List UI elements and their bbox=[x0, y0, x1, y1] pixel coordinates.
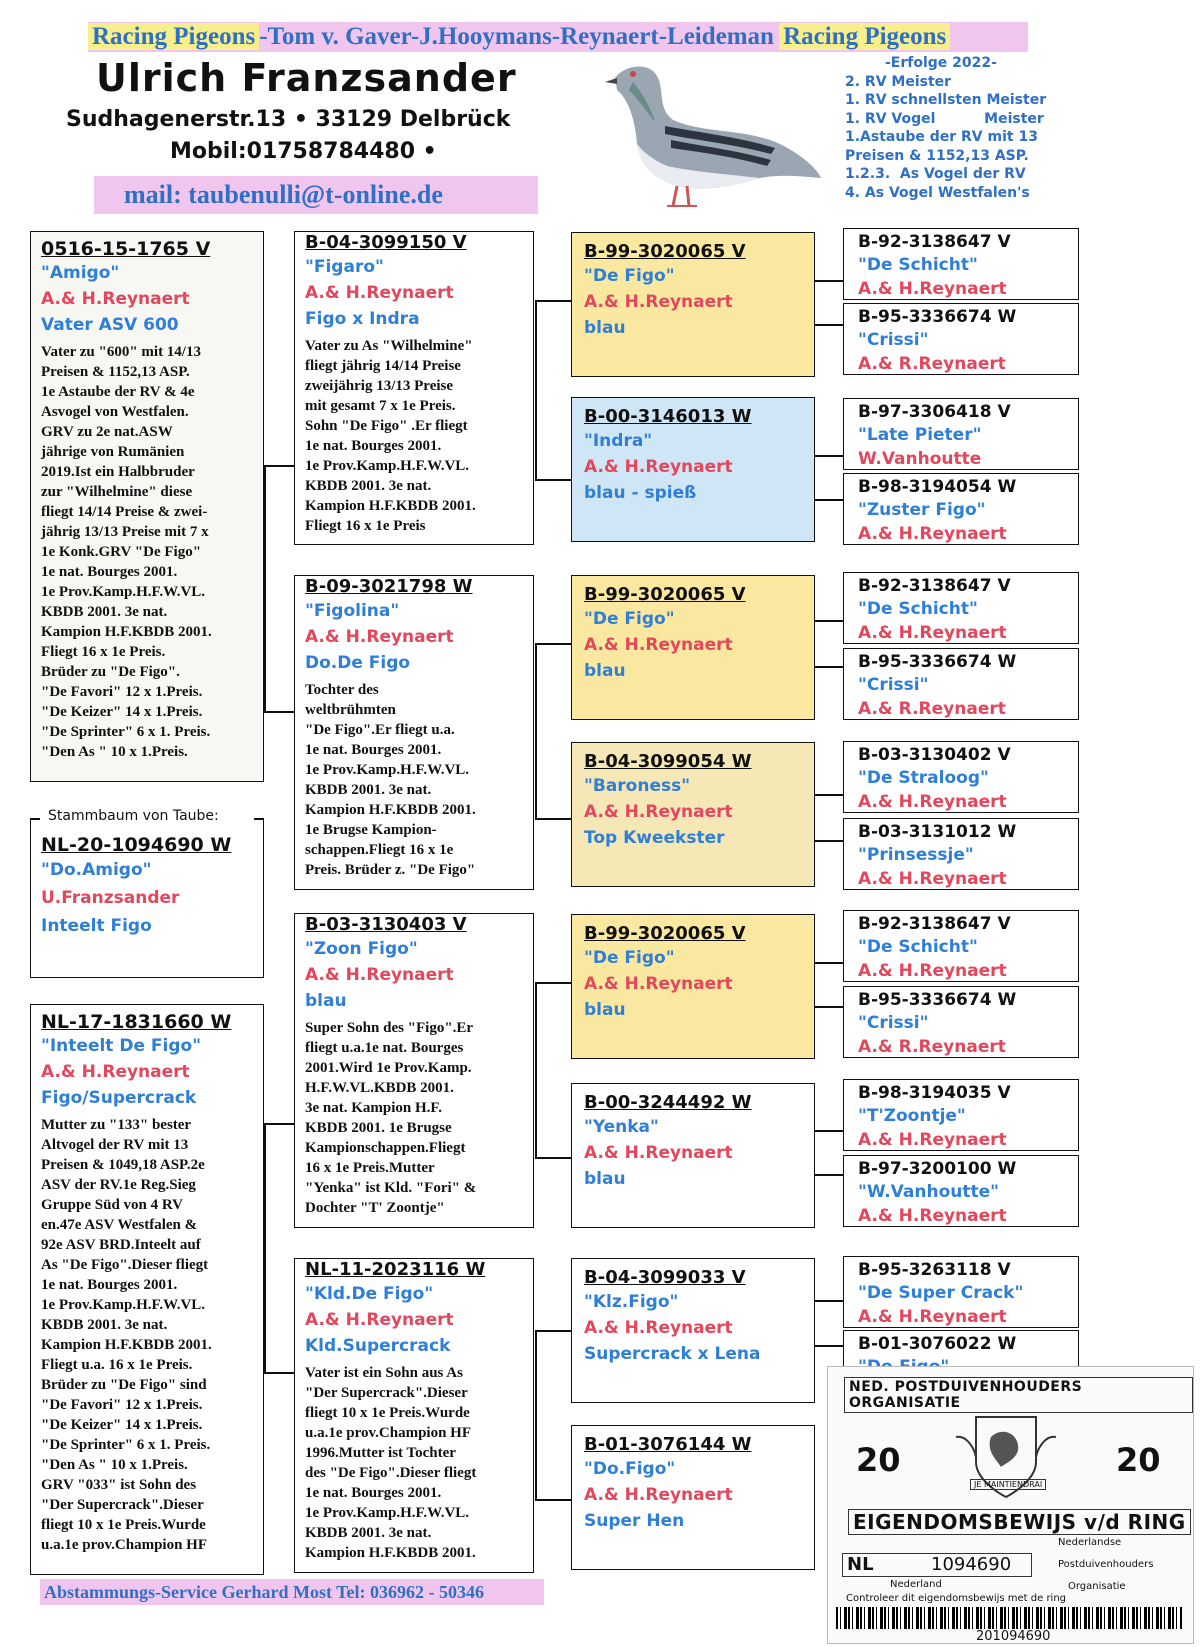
subject-breeder: U.Franzsander bbox=[41, 888, 180, 908]
banner-left: Racing Pigeons bbox=[88, 23, 259, 50]
subject-name: "Do.Amigo" bbox=[41, 860, 152, 880]
mother-desc: Figo/Supercrack bbox=[41, 1088, 197, 1108]
gggp-box bbox=[843, 818, 1079, 890]
gggp-box bbox=[843, 1155, 1079, 1227]
connector bbox=[535, 300, 571, 302]
gggp-breeder: A.& H.Reynaert bbox=[858, 1130, 1007, 1150]
gggp-name: "De Schicht" bbox=[858, 599, 978, 619]
gp-desc: blau bbox=[305, 991, 347, 1011]
gggp-ring: B-92-3138647 V bbox=[858, 232, 1011, 252]
connector bbox=[815, 962, 843, 964]
connector bbox=[815, 280, 843, 282]
gggp-name: "T'Zoontje" bbox=[858, 1106, 966, 1126]
connector bbox=[815, 1345, 843, 1347]
ggp-breeder: A.& H.Reynaert bbox=[584, 1143, 733, 1163]
card-side2: Postduivenhouders bbox=[1058, 1559, 1154, 1570]
card-side1: Nederlandse bbox=[1058, 1537, 1122, 1548]
gggp-box bbox=[843, 303, 1079, 375]
gp-breeder: A.& H.Reynaert bbox=[305, 627, 454, 647]
connector bbox=[815, 499, 843, 501]
ggp-breeder: A.& H.Reynaert bbox=[584, 1318, 733, 1338]
ggp-breeder: A.& H.Reynaert bbox=[584, 974, 733, 994]
father-text: Vater zu "600" mit 14/13 Preisen & 1152,13 ASP. 1e Astaube der RV & 4e Asvogel von Westfalen. GRV zu 2e nat.ASW jährige von Rumänien 2019.Ist ein Halbbruder zur "Wilhelmine" diese fliegt 14/14 Preise & zwei- jährig 13/13 Preise mit 7 x 1e Konk.GRV "De Figo" 1e nat. Bourges 2001. 1e Prov.Kamp.H.F.W.VL. KBDB 2001. 3e nat. Kampion H.F.KBDB 2001. Fliegt 16 x 1e Preis. Brüder zu "De Figo". "De Favori" 12 x 1.Preis. "De Keizer" 14 x 1.Preis. "De Sprinter" 6 x 1. Preis. "Den As " 10 x 1.Preis. bbox=[41, 344, 212, 760]
gggp-name: "Late Pieter" bbox=[858, 425, 982, 445]
ggp-desc: Supercrack x Lena bbox=[584, 1344, 761, 1364]
ggp-name: "Klz.Figo" bbox=[584, 1292, 679, 1312]
gggp-ring: B-95-3336674 W bbox=[858, 307, 1017, 327]
owner-mail: mail: taubenulli@t-online.de bbox=[94, 176, 538, 214]
gggp-breeder: A.& H.Reynaert bbox=[858, 792, 1007, 812]
grandparent-box bbox=[294, 231, 534, 545]
connector bbox=[815, 840, 843, 842]
erfolge-item: 1.Astaube der RV mit 13 bbox=[845, 129, 1038, 145]
gggp-name: "De Schicht" bbox=[858, 937, 978, 957]
gggp-breeder: A.& H.Reynaert bbox=[858, 524, 1007, 544]
ggp-desc: blau bbox=[584, 661, 626, 681]
ggp-box bbox=[571, 742, 815, 887]
connector bbox=[254, 818, 264, 820]
gp-name: "Figaro" bbox=[305, 257, 384, 277]
ownership-card bbox=[827, 1366, 1194, 1644]
gggp-box bbox=[843, 572, 1079, 644]
connector bbox=[535, 300, 537, 480]
footer-service: Abstammungs-Service Gerhard Most Tel: 036962 - 50346 bbox=[40, 1579, 544, 1605]
gp-breeder: A.& H.Reynaert bbox=[305, 965, 454, 985]
gp-ring: B-04-3099150 V bbox=[305, 232, 467, 253]
ggp-ring: B-00-3146013 W bbox=[584, 406, 752, 427]
erfolge-item: 2. RV Meister bbox=[845, 73, 952, 90]
ggp-desc: blau bbox=[584, 1169, 626, 1189]
mother-ring: NL-17-1831660 W bbox=[41, 1011, 232, 1033]
gggp-name: "W.Vanhoutte" bbox=[858, 1182, 1000, 1202]
connector bbox=[264, 1123, 266, 1373]
grandparent-box bbox=[294, 575, 534, 890]
card-motto: JE MAINTIENDRAI bbox=[970, 1479, 1046, 1490]
gp-ring: B-03-3130403 V bbox=[305, 914, 467, 935]
gp-text: Vater ist ein Sohn aus As "Der Supercrack".Dieser fliegt 10 x 1e Preis.Wurde u.a.1e prov.Champion HF 1996.Mutter ist Tochter des "De Figo".Dieser fliegt 1e nat. Bourges 2001. 1e Prov.Kamp.H.F.W.VL. KBDB 2001. 3e nat. Kampion H.F.KBDB 2001. bbox=[305, 1365, 477, 1561]
father-breeder: A.& H.Reynaert bbox=[41, 289, 190, 309]
connector bbox=[815, 455, 843, 457]
stammbaum-label: Stammbaum von Taube: bbox=[44, 808, 223, 824]
erfolge-item: 1.2.3. As Vogel der RV bbox=[845, 166, 1026, 182]
crest-icon bbox=[946, 1407, 1066, 1507]
subject-ring: NL-20-1094690 W bbox=[41, 834, 232, 856]
gggp-box bbox=[843, 228, 1079, 300]
ggp-desc: blau bbox=[584, 318, 626, 338]
gggp-box bbox=[843, 398, 1079, 470]
gggp-name: "De Schicht" bbox=[858, 255, 978, 275]
connector bbox=[815, 1300, 843, 1302]
mother-breeder: A.& H.Reynaert bbox=[41, 1062, 190, 1082]
gggp-name: "Zuster Figo" bbox=[858, 500, 986, 520]
card-year-right: 20 bbox=[1116, 1441, 1161, 1479]
connector bbox=[815, 1006, 843, 1008]
gp-text: Vater zu As "Wilhelmine" fliegt jährig 14/14 Preise zweijährig 13/13 Preise mit gesamt 7 x 1e Preis. Sohn "De Figo" .Er fliegt 1e nat. Bourges 2001. 1e Prov.Kamp.H.F.W.VL. KBDB 2001. 3e nat. Kampion H.F.KBDB 2001. Fliegt 16 x 1e Preis bbox=[305, 338, 476, 534]
father-box bbox=[30, 231, 264, 782]
ggp-box bbox=[571, 232, 815, 377]
gggp-name: "Crissi" bbox=[858, 1013, 929, 1033]
connector bbox=[815, 1130, 843, 1132]
gggp-box bbox=[843, 648, 1079, 720]
gp-breeder: A.& H.Reynaert bbox=[305, 1310, 454, 1330]
gggp-breeder: A.& H.Reynaert bbox=[858, 869, 1007, 889]
gggp-breeder: A.& H.Reynaert bbox=[858, 1307, 1007, 1327]
ggp-ring: B-99-3020065 V bbox=[584, 241, 746, 262]
connector bbox=[815, 794, 843, 796]
ggp-box bbox=[571, 1425, 815, 1570]
ggp-box bbox=[571, 397, 815, 542]
gggp-ring: B-03-3130402 V bbox=[858, 745, 1011, 765]
erfolge-item: 1. RV schnellsten Meister bbox=[845, 92, 1047, 108]
ggp-breeder: A.& H.Reynaert bbox=[584, 635, 733, 655]
gggp-box bbox=[843, 910, 1079, 982]
ggp-breeder: A.& H.Reynaert bbox=[584, 457, 733, 477]
card-barcode-number: 201094690 bbox=[976, 1629, 1051, 1644]
connector bbox=[815, 1174, 843, 1176]
connector bbox=[535, 643, 537, 819]
connector bbox=[535, 479, 571, 481]
mother-name: "Inteelt De Figo" bbox=[41, 1036, 202, 1056]
gggp-ring: B-97-3200100 W bbox=[858, 1159, 1017, 1179]
owner-name: Ulrich Franzsander bbox=[96, 56, 517, 100]
subject-box bbox=[30, 818, 264, 978]
card-country: Nederland bbox=[890, 1579, 942, 1590]
connector bbox=[815, 324, 843, 326]
erfolge-item: 1. RV Vogel Meister bbox=[845, 110, 1044, 127]
ggp-box bbox=[571, 1083, 815, 1228]
gggp-ring: B-01-3076022 W bbox=[858, 1334, 1017, 1354]
gp-ring: B-09-3021798 W bbox=[305, 576, 473, 597]
owner-address: Sudhagenerstr.13 • 33129 Delbrück bbox=[66, 107, 511, 132]
gggp-breeder: A.& H.Reynaert bbox=[858, 1206, 1007, 1226]
gggp-breeder: W.Vanhoutte bbox=[858, 449, 982, 469]
gp-desc: Do.De Figo bbox=[305, 653, 411, 673]
gggp-ring: B-03-3131012 W bbox=[858, 822, 1017, 842]
card-year-left: 20 bbox=[856, 1441, 901, 1479]
card-org: NED. POSTDUIVENHOUDERS ORGANISATIE bbox=[844, 1377, 1193, 1413]
banner-mid: -Tom v. Gaver-J.Hooymans-Reynaert-Leideman bbox=[259, 23, 774, 50]
ggp-ring: B-04-3099054 W bbox=[584, 751, 752, 772]
ggp-name: "Do.Figo" bbox=[584, 1459, 676, 1479]
gp-name: "Figolina" bbox=[305, 601, 400, 621]
gggp-name: "De Super Crack" bbox=[858, 1283, 1024, 1303]
connector bbox=[535, 982, 571, 984]
erfolge-title: -Erfolge 2022- bbox=[885, 55, 997, 71]
mother-box bbox=[30, 1004, 264, 1575]
gggp-name: "De Straloog" bbox=[858, 768, 989, 788]
gggp-ring: B-98-3194035 V bbox=[858, 1083, 1011, 1103]
gggp-breeder: A.& H.Reynaert bbox=[858, 961, 1007, 981]
gggp-name: "Prinsessje" bbox=[858, 845, 974, 865]
ggp-ring: B-99-3020065 V bbox=[584, 584, 746, 605]
gp-name: "Zoon Figo" bbox=[305, 939, 418, 959]
connector bbox=[264, 465, 266, 712]
card-ring-field bbox=[842, 1553, 1032, 1577]
gggp-breeder: A.& R.Reynaert bbox=[858, 699, 1006, 719]
gggp-ring: B-95-3336674 W bbox=[858, 652, 1017, 672]
ggp-breeder: A.& H.Reynaert bbox=[584, 292, 733, 312]
gggp-ring: B-95-3336674 W bbox=[858, 990, 1017, 1010]
ggp-name: "De Figo" bbox=[584, 609, 675, 629]
ggp-box bbox=[571, 914, 815, 1059]
barcode bbox=[836, 1607, 1182, 1629]
card-title: EIGENDOMSBEWIJS v/d RING bbox=[848, 1509, 1191, 1535]
ggp-desc: blau - spieß bbox=[584, 483, 697, 503]
card-number: 1094690 bbox=[931, 1554, 1012, 1575]
subject-desc: Inteelt Figo bbox=[41, 916, 152, 936]
ggp-breeder: A.& H.Reynaert bbox=[584, 802, 733, 822]
connector bbox=[815, 666, 843, 668]
ggp-box bbox=[571, 1258, 815, 1403]
connector bbox=[264, 1372, 294, 1374]
ggp-name: "De Figo" bbox=[584, 266, 675, 286]
erfolge-list bbox=[845, 54, 1046, 202]
gp-breeder: A.& H.Reynaert bbox=[305, 283, 454, 303]
card-side3: Organisatie bbox=[1068, 1581, 1126, 1592]
gggp-ring: B-95-3263118 V bbox=[858, 1260, 1011, 1280]
ggp-name: "Indra" bbox=[584, 431, 653, 451]
connector bbox=[535, 818, 571, 820]
ggp-breeder: A.& H.Reynaert bbox=[584, 1485, 733, 1505]
ggp-ring: B-99-3020065 V bbox=[584, 923, 746, 944]
gggp-ring: B-92-3138647 V bbox=[858, 576, 1011, 596]
mother-text: Mutter zu "133" bester Altvogel der RV mit 13 Preisen & 1049,18 ASP.2e ASV der RV.1e Reg.Sieg Gruppe Süd von 4 RV en.47e ASV Westfalen & 92e ASV BRD.Inteelt auf As "De Figo".Dieser fliegt 1e nat. Bourges 2001. 1e Prov.Kamp.H.F.W.VL. KBDB 2001. 3e nat. Kampion H.F.KBDB 2001. Fliegt u.a. 16 x 1e Preis. Brüder zu "De Figo" sind "De Favori" 12 x 1.Preis. "De Keizer" 14 x 1.Preis. "De Sprinter" 6 x 1. Preis. "Den As " 10 x 1.Preis. GRV "033" ist Sohn des "Der Supercrack".Dieser fliegt 10 x 1e Preis.Wurde u.a.1e prov.Champion HF bbox=[41, 1117, 212, 1553]
connector bbox=[264, 1123, 294, 1125]
grandparent-box bbox=[294, 913, 534, 1228]
gggp-box bbox=[843, 1079, 1079, 1151]
gp-text: Super Sohn des "Figo".Er fliegt u.a.1e nat. Bourges 2001.Wird 1e Prov.Kamp. H.F.W.VL.KBDB 2001. 3e nat. Kampion H.F. KBDB 2001. 1e Brugse Kampionschappen.Fliegt 16 x 1e Preis.Mutter "Yenka" ist Kld. "Fori" & Dochter "T' Zoontje" bbox=[305, 1020, 477, 1216]
gggp-breeder: A.& H.Reynaert bbox=[858, 279, 1007, 299]
connector bbox=[815, 620, 843, 622]
connector bbox=[264, 465, 294, 467]
gggp-breeder: A.& H.Reynaert bbox=[858, 623, 1007, 643]
ggp-desc: blau bbox=[584, 1000, 626, 1020]
owner-mobile: Mobil:01758784480 • bbox=[170, 139, 437, 164]
connector bbox=[535, 643, 571, 645]
gp-ring: NL-11-2023116 W bbox=[305, 1259, 486, 1280]
erfolge-item: 4. As Vogel Westfalen's bbox=[845, 184, 1030, 201]
gggp-ring: B-92-3138647 V bbox=[858, 914, 1011, 934]
gggp-name: "Crissi" bbox=[858, 330, 929, 350]
gp-text: Tochter des weltbrühmten "De Figo".Er fliegt u.a. 1e nat. Bourges 2001. 1e Prov.Kamp.H.F.W.VL. KBDB 2001. 3e nat. Kampion H.F.KBDB 2001. 1e Brugse Kampion- schappen.Fliegt 16 x 1e Preis. Brüder z. "De Figo" bbox=[305, 682, 476, 878]
gggp-box bbox=[843, 741, 1079, 813]
gp-desc: Figo x Indra bbox=[305, 309, 420, 329]
ggp-name: "Yenka" bbox=[584, 1117, 659, 1137]
ggp-desc: Super Hen bbox=[584, 1511, 685, 1531]
gggp-breeder: A.& R.Reynaert bbox=[858, 354, 1006, 374]
connector bbox=[535, 982, 537, 1158]
connector bbox=[535, 1330, 537, 1500]
gggp-name: "Crissi" bbox=[858, 675, 929, 695]
connector bbox=[535, 1330, 571, 1332]
banner-right: Racing Pigeons bbox=[779, 23, 950, 50]
gggp-ring: B-97-3306418 V bbox=[858, 402, 1011, 422]
connector bbox=[535, 1157, 571, 1159]
gggp-breeder: A.& R.Reynaert bbox=[858, 1037, 1006, 1057]
ggp-ring: B-00-3244492 W bbox=[584, 1092, 752, 1113]
card-note: Controleer dit eigendomsbewijs met de ring bbox=[846, 1593, 1067, 1604]
gggp-box bbox=[843, 986, 1079, 1058]
ggp-desc: Top Kweekster bbox=[584, 828, 725, 848]
connector bbox=[264, 711, 294, 713]
ggp-name: "De Figo" bbox=[584, 948, 675, 968]
ggp-name: "Baroness" bbox=[584, 776, 691, 796]
gp-name: "Kld.De Figo" bbox=[305, 1284, 434, 1304]
father-name: "Amigo" bbox=[41, 263, 120, 283]
connector bbox=[535, 1499, 571, 1501]
father-ring: 0516-15-1765 V bbox=[41, 238, 211, 260]
gggp-box bbox=[843, 473, 1079, 545]
card-nl: NL bbox=[847, 1554, 874, 1575]
erfolge-item: Preisen & 1152,13 ASP. bbox=[845, 147, 1029, 164]
ggp-ring: B-04-3099033 V bbox=[584, 1267, 746, 1288]
grandparent-box bbox=[294, 1258, 534, 1573]
pigeon-icon bbox=[595, 56, 825, 216]
gggp-box bbox=[843, 1256, 1079, 1328]
father-desc: Vater ASV 600 bbox=[41, 315, 179, 335]
connector bbox=[30, 818, 40, 820]
gggp-ring: B-98-3194054 W bbox=[858, 477, 1017, 497]
header-banner bbox=[88, 22, 1028, 52]
ggp-box bbox=[571, 575, 815, 720]
gp-desc: Kld.Supercrack bbox=[305, 1336, 451, 1356]
ggp-ring: B-01-3076144 W bbox=[584, 1434, 752, 1455]
